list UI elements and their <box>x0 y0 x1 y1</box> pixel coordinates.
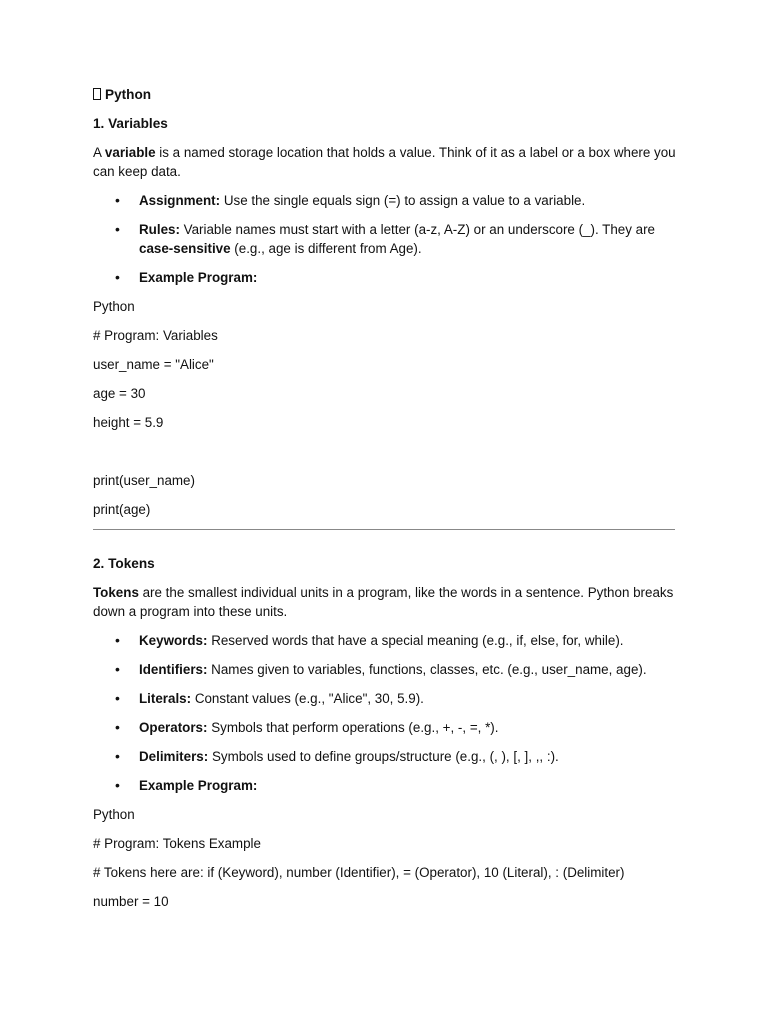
list-item: • Identifiers: Names given to variables, functions, classes, etc. (e.g., user_name, age). <box>115 661 647 677</box>
variables-intro: A variable is a named storage location that holds a value. Think of it as a label or a box where you can keep data. <box>93 145 676 179</box>
list-item: • Example Program: <box>115 777 258 793</box>
list-item: • Assignment: Use the single equals sign (=) to assign a value to a variable. <box>115 192 586 208</box>
tokens-bullet-list <box>93 631 676 795</box>
code-line: age = 30 <box>93 386 146 401</box>
code-line: height = 5.9 <box>93 415 164 430</box>
variables-bullet-list <box>93 191 676 287</box>
list-item: • Keywords: Reserved words that have a special meaning (e.g., if, else, for, while). <box>115 632 624 648</box>
code-line: # Program: Variables <box>93 328 218 343</box>
list-item: • Rules: Variable names must start with a letter (a-z, A-Z) or an underscore (_). They are case-sensitive (e.g., age is different from Age). <box>115 221 655 256</box>
tokens-code-block <box>93 805 676 911</box>
list-item: • Literals: Constant values (e.g., "Alice", 30, 5.9). <box>115 690 424 706</box>
code-line: user_name = "Alice" <box>93 357 214 372</box>
tokens-intro: Tokens are the smallest individual units in a program, like the words in a sentence. Python breaks down a program into these units. <box>93 585 674 619</box>
code-line: number = 10 <box>93 894 169 909</box>
code-line: # Tokens here are: if (Keyword), number (Identifier), = (Operator), 10 (Literal), : (Delimiter) <box>93 865 625 880</box>
missing-glyph-icon <box>93 88 101 100</box>
code-line: # Program: Tokens Example <box>93 836 261 851</box>
section-heading-tokens: 2. Tokens <box>93 556 155 571</box>
code-line: print(user_name) <box>93 473 195 488</box>
list-item: • Example Program: <box>115 269 258 285</box>
code-line: print(age) <box>93 502 151 517</box>
section-divider <box>93 529 675 530</box>
variables-code-block <box>93 297 676 519</box>
list-item: • Operators: Symbols that perform operations (e.g., +, -, =, *). <box>115 719 499 735</box>
code-line-blank <box>93 442 676 461</box>
code-line: Python <box>93 807 135 822</box>
document-content <box>93 85 676 921</box>
document-title: Python <box>93 85 676 104</box>
code-line: Python <box>93 299 135 314</box>
list-item: • Delimiters: Symbols used to define groups/structure (e.g., (, ), [, ], ,, :). <box>115 748 559 764</box>
section-heading-variables: 1. Variables <box>93 116 168 131</box>
